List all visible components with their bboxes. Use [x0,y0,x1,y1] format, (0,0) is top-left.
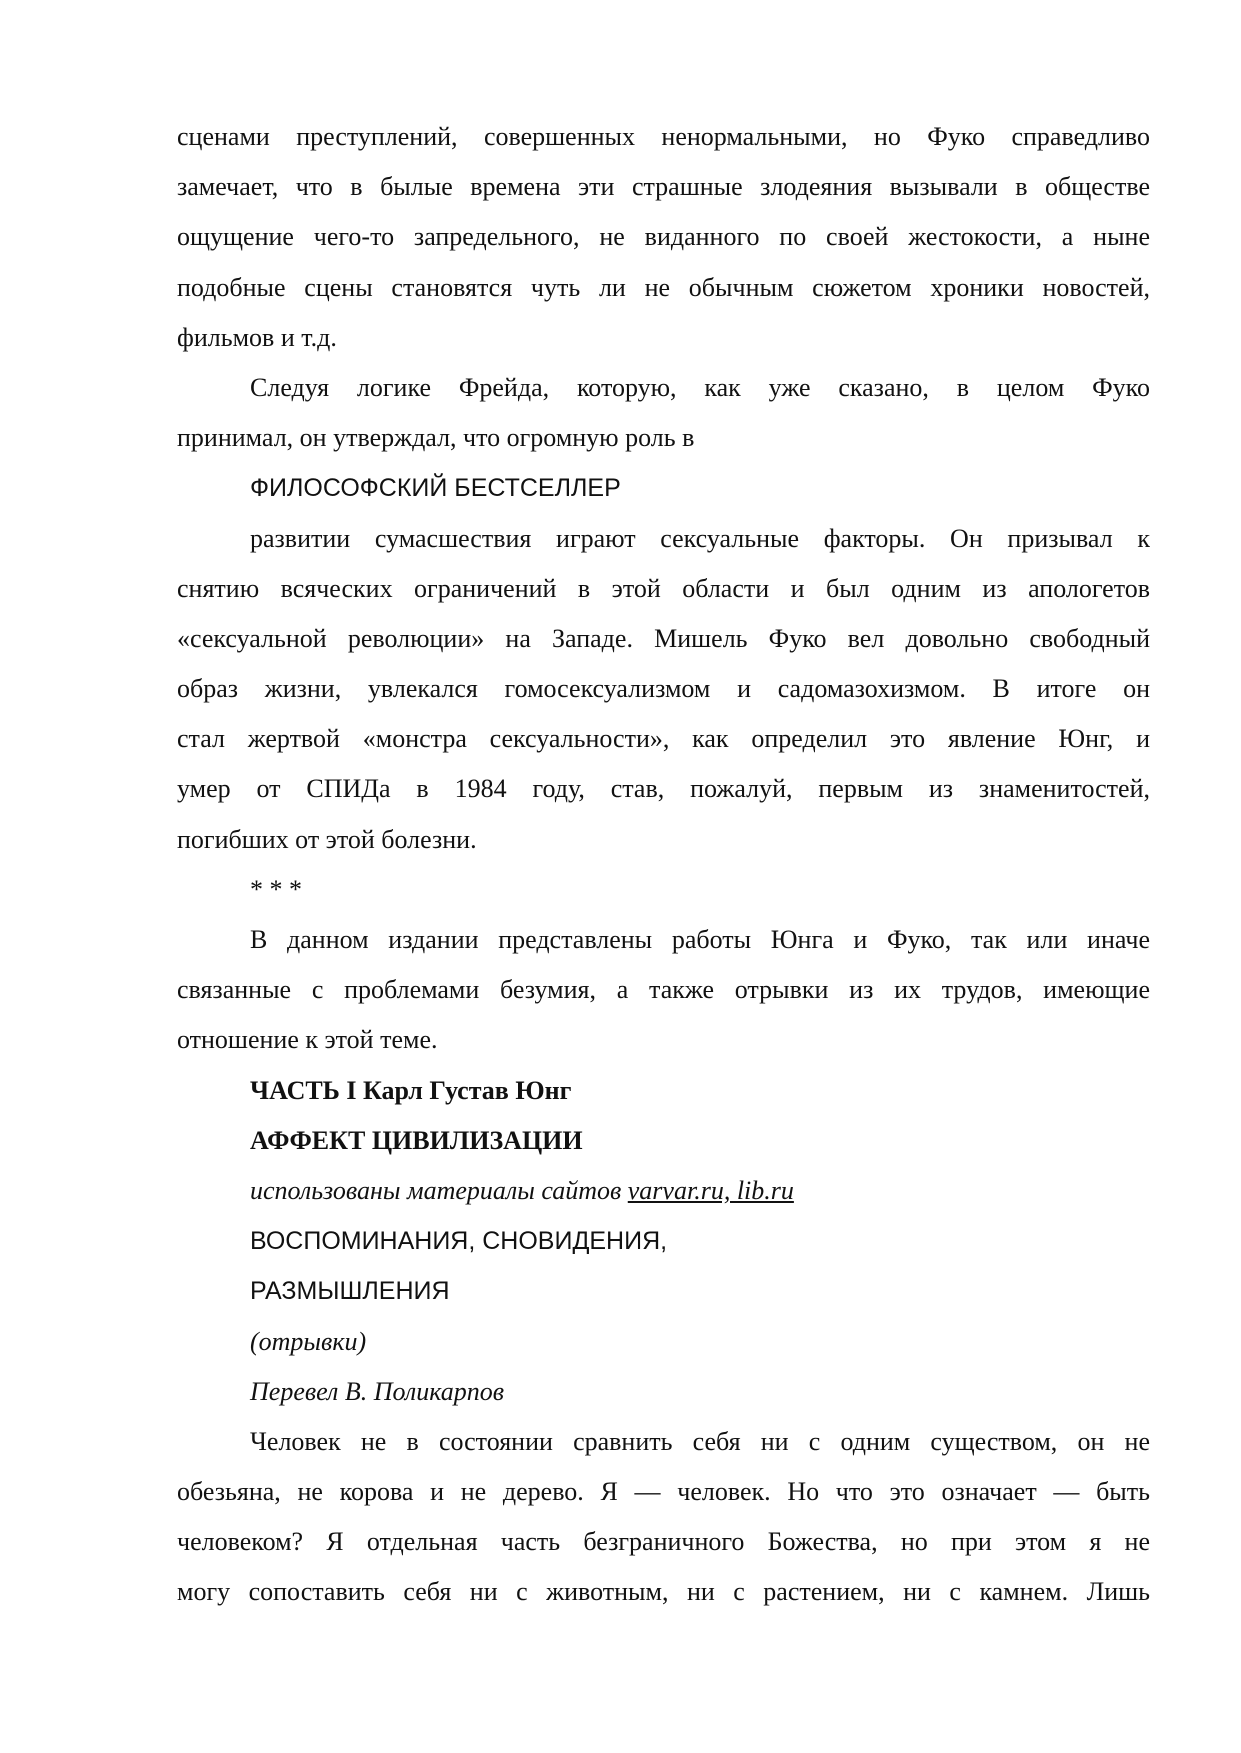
text-line: принимал, он утверждал, что огромную роль в [177,423,695,453]
text-line: связанные с проблемами безумия, а также отрывки из их трудов, имеющие [177,975,1150,1005]
source-note [177,1166,1150,1216]
section-separator: * * * [250,874,302,904]
text-line: замечает, что в былые времена эти страшные злодеяния вызывали в обществе [177,172,1150,202]
text-line: Человек не в состоянии сравнить себя ни с одним существом, он не [250,1426,1150,1456]
text-line: отношение к этой теме. [177,1025,438,1055]
chapter-title: РАЗМЫШЛЕНИЯ [250,1277,450,1306]
text-line: В данном издании представлены работы Юнга и Фуко, так или иначе [250,925,1150,954]
text-line: сценами преступлений, совершенных ненормальными, но Фуко справедливо [177,122,1150,151]
text-line: умер от СПИДа в 1984 году, став, пожалуй, первым из знаменитостей, [177,774,1150,804]
chapter-title: ВОСПОМИНАНИЯ, СНОВИДЕНИЯ, [250,1227,668,1256]
chapter-subtitle: (отрывки) [250,1326,367,1356]
part-heading: ЧАСТЬ I Карл Густав Юнг [250,1075,572,1105]
part-title: АФФЕКТ ЦИВИЛИЗАЦИИ [250,1125,583,1155]
text-line: снятию всяческих ограничений в этой области и был одним из апологетов [177,573,1150,603]
source-link[interactable]: varvar.ru, lib.ru [627,1175,794,1205]
text-line: Следуя логике Фрейда, которую, как уже сказано, в целом Фуко [250,372,1150,402]
text-line: образ жизни, увлекался гомосексуализмом и садомазохизмом. В итоге он [177,674,1150,704]
translator-credit: Перевел В. Поликарпов [250,1376,505,1406]
source-note-text: использованы материалы сайтов [250,1175,628,1205]
document-page [177,112,1150,1618]
text-line: человеком? Я отдельная часть безграничного Божества, но при этом я не [177,1527,1150,1557]
text-line: подобные сцены становятся чуть ли не обычным сюжетом хроники новостей, [177,272,1150,302]
running-header: ФИЛОСОФСКИЙ БЕСТСЕЛЛЕР [250,474,621,503]
text-line: обезьяна, не корова и не дерево. Я — человек. Но что это означает — быть [177,1477,1150,1507]
text-line: стал жертвой «монстра сексуальности», как определил это явление Юнг, и [177,724,1150,754]
text-line: развитии сумасшествия играют сексуальные факторы. Он призывал к [250,523,1150,553]
text-line: «сексуальной революции» на Западе. Мишель Фуко вел довольно свободный [177,623,1150,653]
text-line: фильмов и т.д. [177,322,337,352]
text-line: ощущение чего-то запредельного, не виданного по своей жестокости, а ныне [177,222,1150,252]
text-line: погибших от этой болезни. [177,824,477,854]
text-line: могу сопоставить себя ни с животным, ни с растением, ни с камнем. Лишь [177,1577,1150,1607]
